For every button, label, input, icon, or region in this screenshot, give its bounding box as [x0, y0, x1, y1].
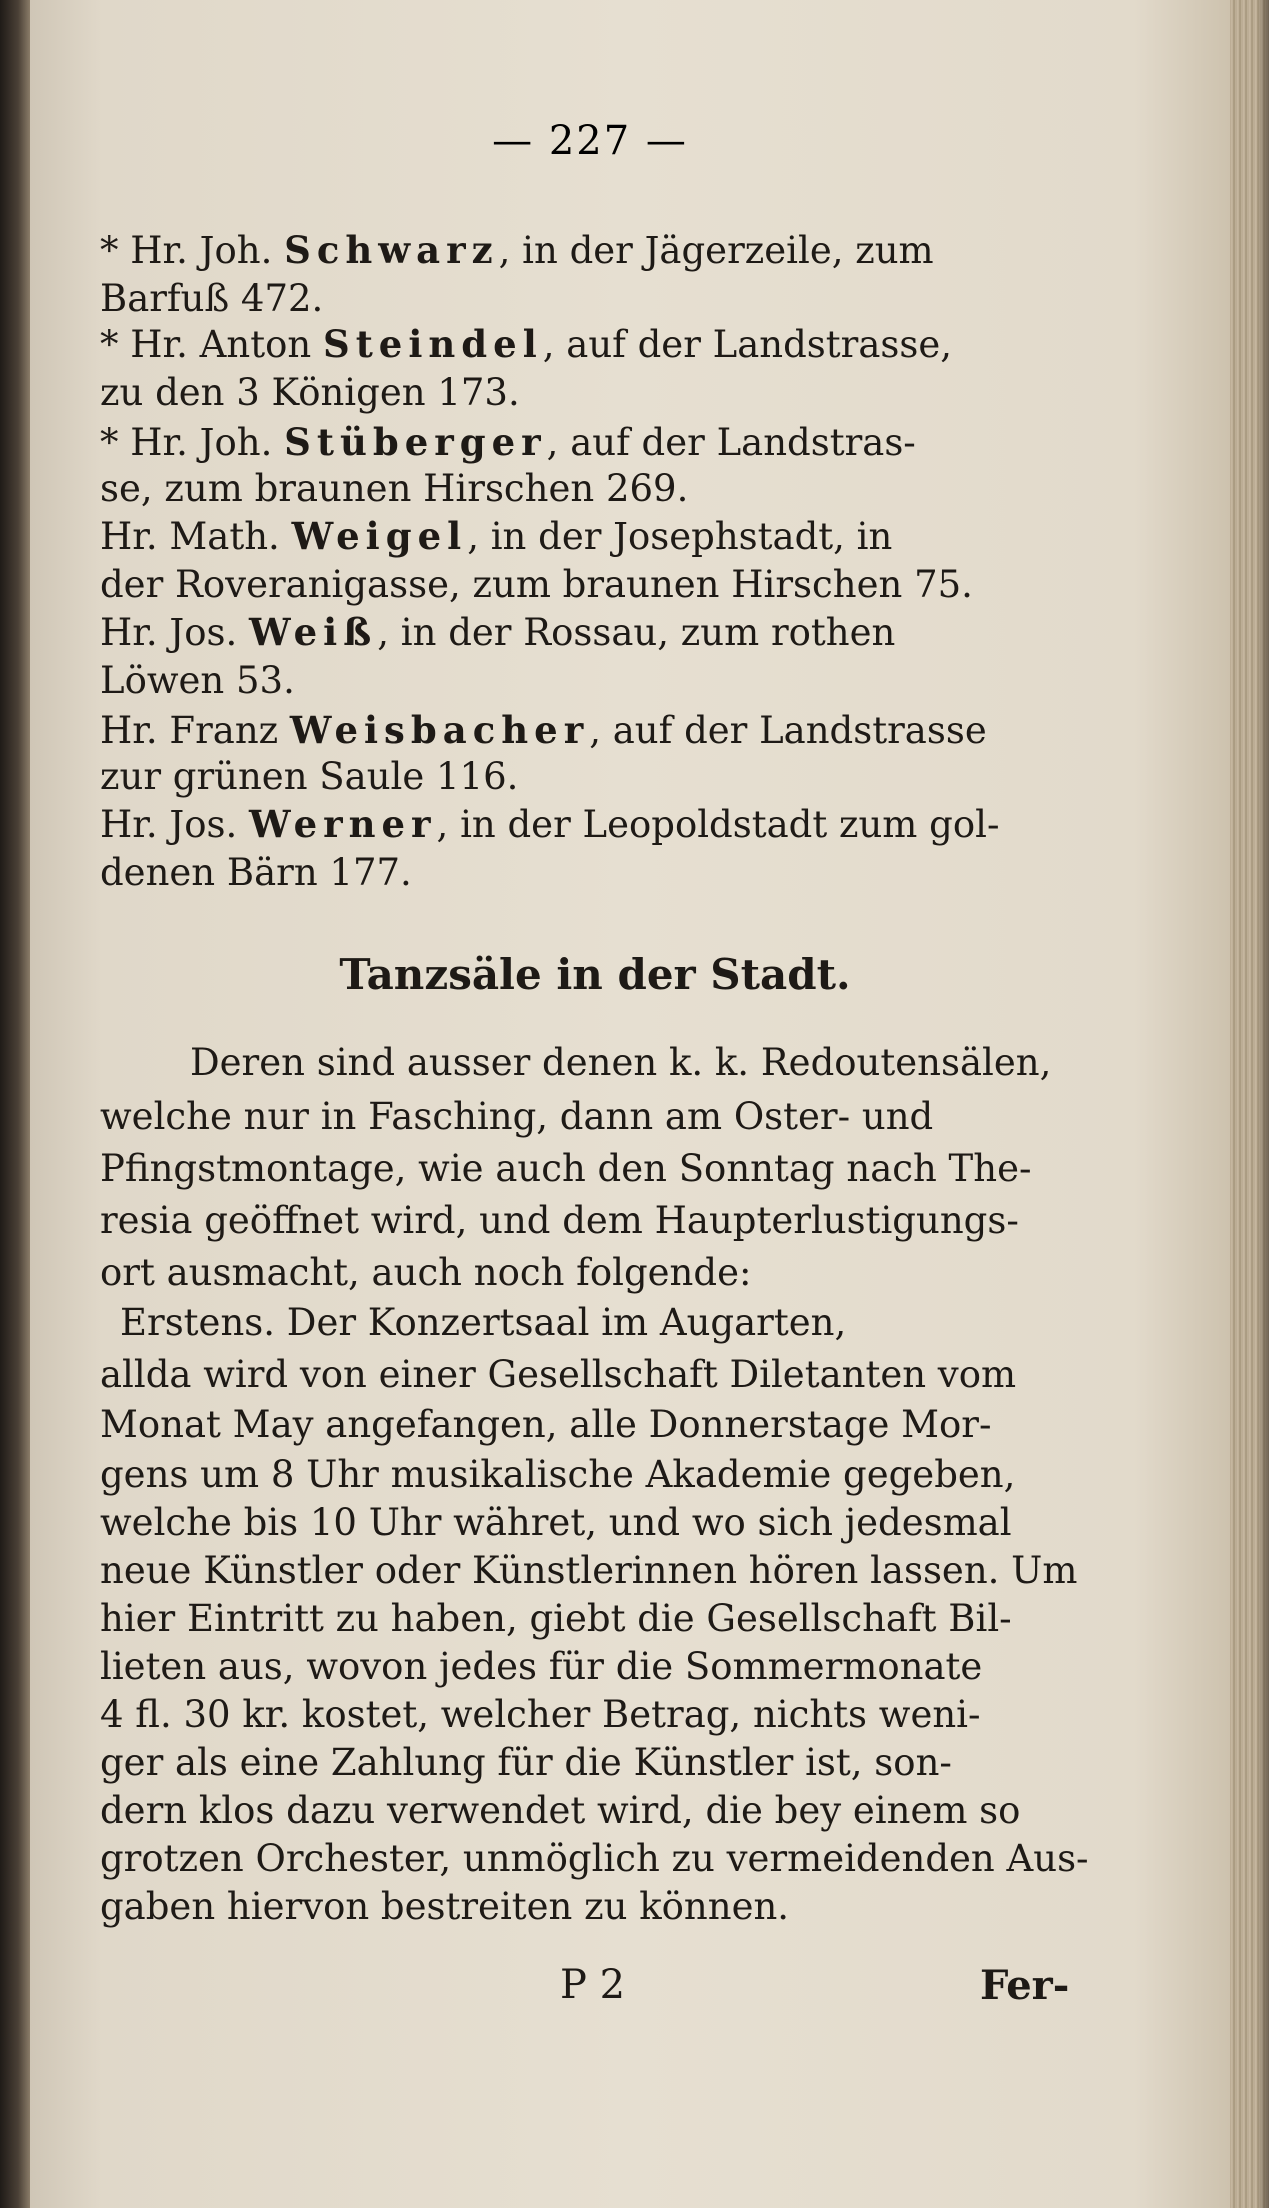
paragraph-line: gaben hiervon bestreiten zu können. [100, 1885, 790, 1928]
paragraph-line: neue Künstler oder Künstlerinnen hören lassen. Um [100, 1549, 1078, 1592]
binding-edge [0, 0, 30, 2208]
entry-cont: se, zum braunen Hirschen 269. [100, 467, 689, 510]
paragraph-line: ort ausmacht, auch noch folgende: [100, 1251, 752, 1294]
paragraph-line: ger als eine Zahlung für die Künstler ist, son- [100, 1741, 952, 1784]
entry-cont: denen Bärn 177. [100, 851, 412, 894]
paragraph-line: Deren sind ausser denen k. k. Redoutensälen, [190, 1041, 1052, 1084]
paragraph-line: grotzen Orchester, unmöglich zu vermeidenden Aus- [100, 1837, 1089, 1880]
page-paper [30, 0, 1230, 2208]
paragraph-line: 4 fl. 30 kr. kostet, welcher Betrag, nichts weni- [100, 1693, 981, 1736]
entry-cont: zur grünen Saule 116. [100, 755, 519, 798]
entry-line: Hr. Math. Weigel, in der Josephstadt, in [100, 514, 893, 558]
header-dash-left: — [492, 118, 535, 164]
paragraph-line: dern klos dazu verwendet wird, die bey einem so [100, 1789, 1021, 1832]
paragraph-line: allda wird von einer Gesellschaft Diletanten vom [100, 1353, 1017, 1396]
entry-cont: der Roveranigasse, zum braunen Hirschen 75. [100, 563, 973, 606]
catchword: Fer- [980, 1962, 1070, 2009]
paragraph-line: gens um 8 Uhr musikalische Akademie gegeben, [100, 1453, 1016, 1496]
paragraph-line: hier Eintritt zu haben, giebt die Gesellschaft Bil- [100, 1597, 1012, 1640]
header-dash-right: — [645, 118, 688, 164]
signature-mark: P 2 [560, 1962, 626, 2008]
paragraph-line: welche bis 10 Uhr währet, und wo sich jedesmal [100, 1501, 1012, 1544]
entry-cont: zu den 3 Königen 173. [100, 371, 520, 414]
entry-line: * Hr. Joh. Stüberger, auf der Landstras- [100, 420, 916, 464]
page-stack-edge [1230, 0, 1269, 2208]
paragraph-line: Erstens. Der Konzertsaal im Augarten, [120, 1301, 847, 1344]
paragraph-line: lieten aus, wovon jedes für die Sommermonate [100, 1645, 983, 1688]
paragraph-line: resia geöffnet wird, und dem Haupterlustigungs- [100, 1199, 1019, 1242]
page-number: 227 [548, 118, 632, 164]
entry-line: Hr. Franz Weisbacher, auf der Landstrasse [100, 708, 987, 752]
paragraph-line: Pfingstmontage, wie auch den Sonntag nach The- [100, 1147, 1032, 1190]
entry-line: * Hr. Anton Steindel, auf der Landstrasse, [100, 322, 953, 366]
entry-cont: Barfuß 472. [100, 277, 324, 320]
entry-line: * Hr. Joh. Schwarz, in der Jägerzeile, zum [100, 228, 934, 272]
paragraph-line: Monat May angefangen, alle Donnerstage Mor- [100, 1403, 992, 1446]
section-heading: Tanzsäle in der Stadt. [339, 950, 851, 999]
paragraph-line: welche nur in Fasching, dann am Oster- und [100, 1095, 934, 1138]
entry-cont: Löwen 53. [100, 659, 295, 702]
entry-line: Hr. Jos. Weiß, in der Rossau, zum rothen [100, 610, 896, 654]
entry-line: Hr. Jos. Werner, in der Leopoldstadt zum gol- [100, 802, 1000, 846]
page-header [410, 118, 770, 164]
